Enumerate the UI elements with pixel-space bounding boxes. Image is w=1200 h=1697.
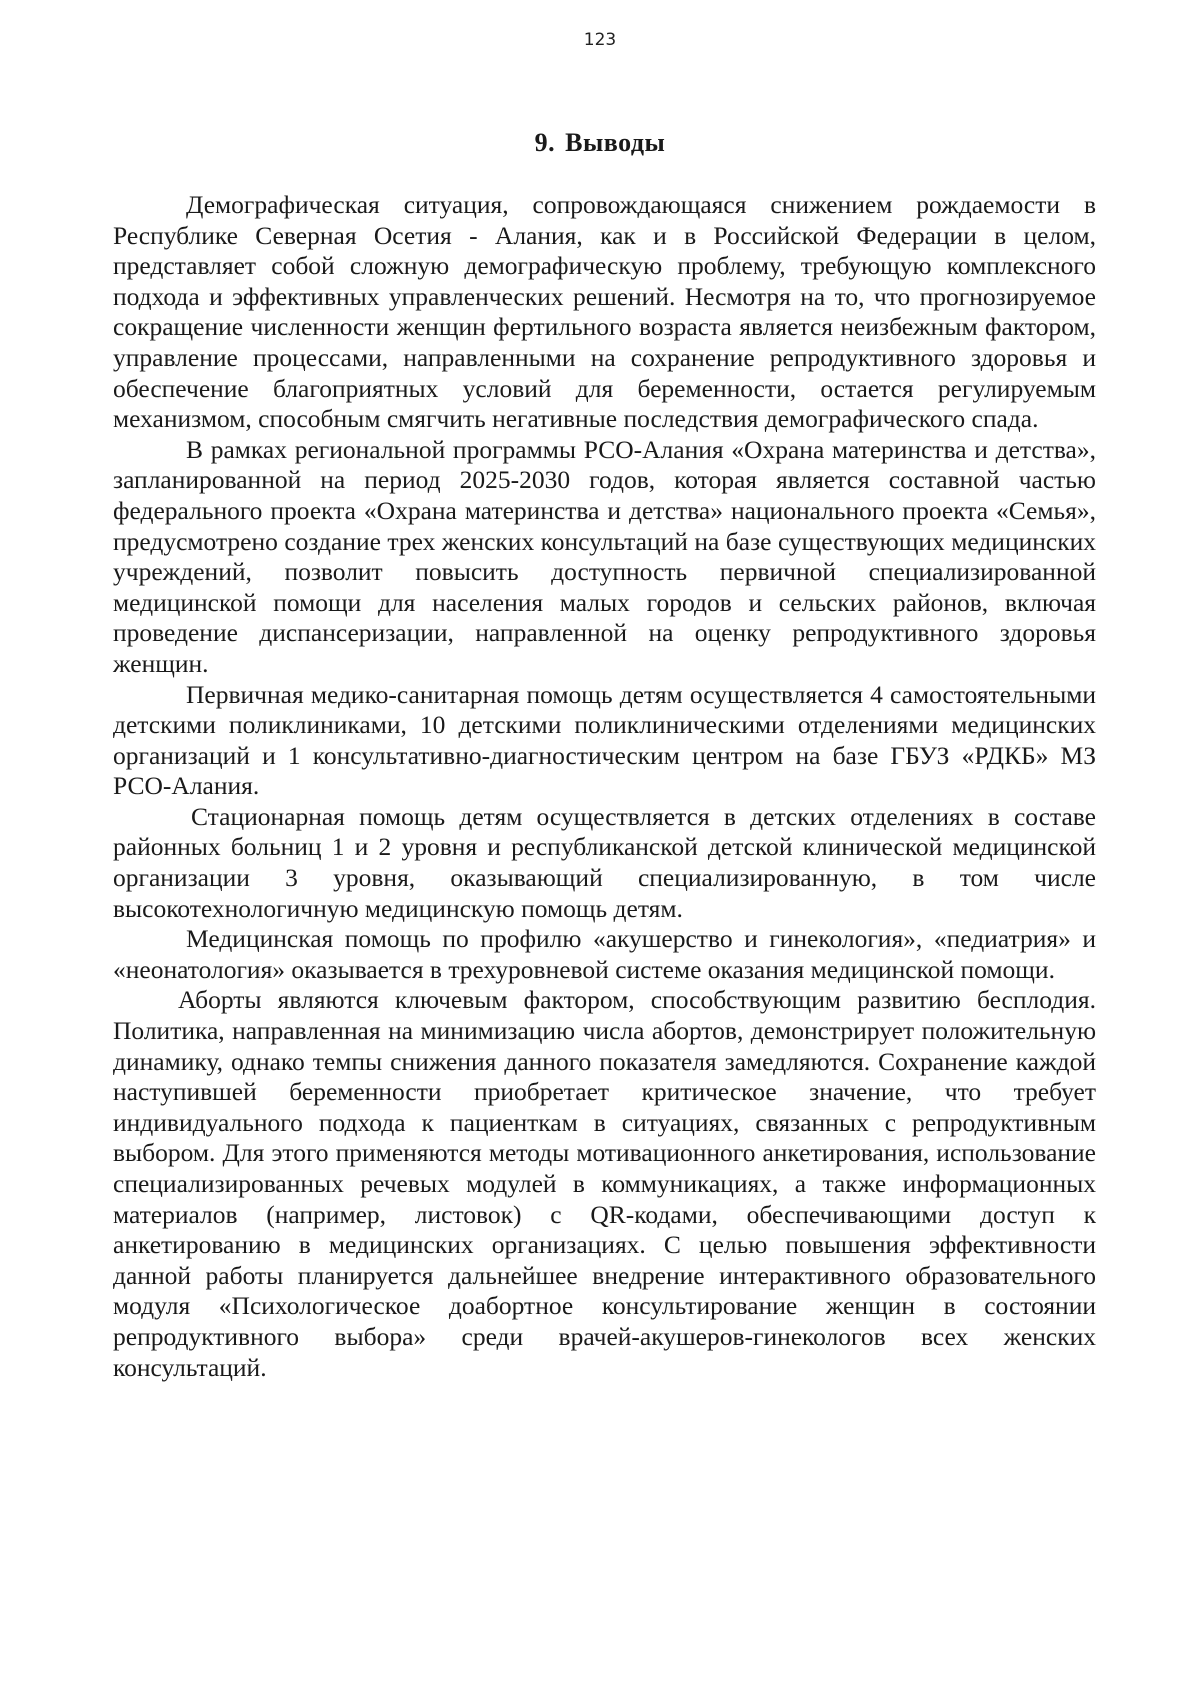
paragraph-regional-program: В рамках региональной программы РСО-Алания «Охрана материнства и детства», запланированной на период 2025-2030 годов, которая является составной частью федерального проекта «Охрана материнства и детства» национального проекта «Семья», предусмотрено создание трех женских консультаций на базе существующих медицинских учреждений, позволит повысить доступность первичной специализированной медицинской помощи для населения малых городов и сельских районов, включая проведение диспансеризации, направленной на оценку репродуктивного здоровья женщин.	[113, 434, 1096, 678]
paragraph-inpatient-care: Стационарная помощь детям осуществляется в детских отделениях в составе районных больниц 1 и 2 уровня и республиканской детской клинической медицинской организации 3 уровня, оказывающий специализированную, в том числе высокотехнологичную медицинскую помощь детям.	[113, 801, 1096, 923]
paragraph-abortions: Аборты являются ключевым фактором, способствующим развитию бесплодия. Политика, направленная на минимизацию числа абортов, демонстрирует положительную динамику, однако темпы снижения данного показателя замедляются. Сохранение каждой наступившей беременности приобретает критическое значение, что требует индивидуального подхода к пациенткам в ситуациях, связанных с репродуктивным выбором. Для этого применяются методы мотивационного анкетирования, использование специализированных речевых модулей в коммуникациях, а также информационных материалов (например, листовок) с QR-кодами, обеспечивающими доступ к анкетированию в медицинских организациях. С целью повышения эффективности данной работы планируется дальнейшее внедрение интерактивного образовательного модуля «Психологическое доабортное консультирование женщин в состоянии репродуктивного выбора» среди врачей-акушеров-гинекологов всех женских консультаций.	[113, 985, 1096, 1382]
page-number: 123	[583, 30, 617, 50]
section-heading	[0, 128, 1200, 158]
section-title: Выводы	[565, 128, 666, 157]
paragraph-primary-care: Первичная медико-санитарная помощь детям осуществляется 4 самостоятельными детскими поликлиниками, 10 детскими поликлиническими отделениями медицинских организаций и 1 консультативно-диагностическим центром на базе ГБУЗ «РДКБ» МЗ РСО-Алания.	[113, 679, 1096, 801]
section-number: 9.	[534, 128, 556, 157]
paragraph-three-level-system: Медицинская помощь по профилю «акушерство и гинекология», «педиатрия» и «неонатология» оказывается в трехуровневой системе оказания медицинской помощи.	[113, 924, 1096, 984]
paragraph-demographic-situation: Демографическая ситуация, сопровождающаяся снижением рождаемости в Республике Северная Осетия - Алания, как и в Российской Федерации в целом, представляет собой сложную демографическую проблему, требующую комплексного подхода и эффективных управленческих решений. Несмотря на то, что прогнозируемое сокращение численности женщин фертильного возраста является неизбежным фактором, управление процессами, направленными на сохранение репродуктивного здоровья и обеспечение благоприятных условий для беременности, остается регулируемым механизмом, способным смягчить негативные последствия демографического спада.	[113, 190, 1096, 434]
body-text	[113, 190, 1096, 1383]
